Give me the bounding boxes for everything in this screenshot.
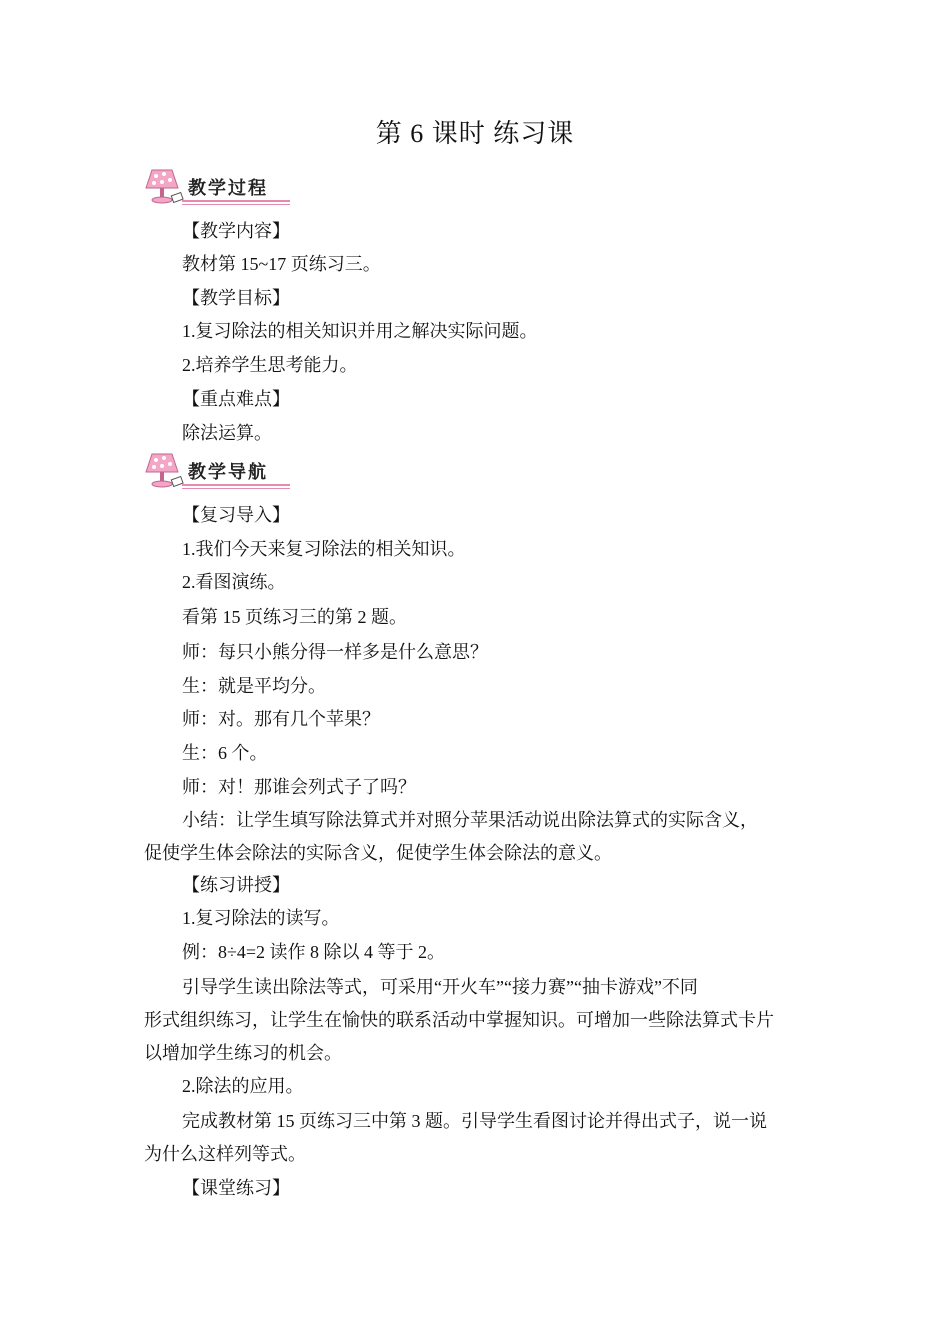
paragraph-line1: 完成教材第 15 页练习三中第 3 题。引导学生看图讨论并得出式子，说一说 [182,1111,767,1131]
heading-practice-teaching: 【练习讲授】 [182,875,290,895]
banner-rule-thin [182,488,290,489]
paragraph-summary-line1: 小结：让学生填写除法算式并对照分苹果活动说出除法算式的实际含义， [182,810,758,830]
paragraph: 2.除法的应用。 [182,1076,304,1096]
paragraph: 1.复习除法的相关知识并用之解决实际问题。 [182,321,538,341]
heading-teaching-content: 【教学内容】 [182,221,290,241]
section-banner-teaching-navigation [142,450,292,496]
dialogue-line: 师：对！那谁会列式子了吗？ [182,777,416,797]
paragraph-line2: 为什么这样列等式。 [144,1144,306,1164]
heading-teaching-goals: 【教学目标】 [182,288,290,308]
dialogue-line: 生：6 个。 [182,743,268,763]
section-banner-teaching-process [142,166,292,212]
dialogue-line: 生：就是平均分。 [182,676,326,696]
paragraph: 1.复习除法的读写。 [182,908,340,928]
paragraph: 除法运算。 [182,423,272,443]
banner-label: 教学导航 [188,462,268,483]
lamp-icon [142,166,186,208]
paragraph-line1: 引导学生读出除法等式，可采用“开火车”“接力赛”“抽卡游戏”不同 [182,977,698,997]
banner-rule [182,484,290,486]
paragraph-line3: 以增加学生练习的机会。 [144,1043,342,1063]
banner-rule [182,200,290,202]
paragraph-line2: 形式组织练习，让学生在愉快的联系活动中掌握知识。可增加一些除法算式卡片 [144,1010,774,1030]
paragraph-summary-line2: 促使学生体会除法的实际含义，促使学生体会除法的意义。 [144,843,612,863]
heading-key-points: 【重点难点】 [182,389,290,409]
banner-label: 教学过程 [188,178,268,199]
heading-classroom-practice: 【课堂练习】 [182,1178,290,1198]
banner-rule-thin [182,204,290,205]
paragraph: 1.我们今天来复习除法的相关知识。 [182,539,466,559]
paragraph: 教材第 15~17 页练习三。 [182,254,381,274]
heading-review-intro: 【复习导入】 [182,505,290,525]
paragraph-example: 例：8÷4=2 读作 8 除以 4 等于 2。 [182,942,446,962]
paragraph: 看第 15 页练习三的第 2 题。 [182,607,407,627]
dialogue-line: 师：每只小熊分得一样多是什么意思？ [182,642,488,662]
dialogue-line: 师：对。那有几个苹果？ [182,709,380,729]
lamp-icon [142,450,186,492]
paragraph: 2.培养学生思考能力。 [182,355,358,375]
paragraph: 2.看图演练。 [182,572,286,592]
page-title: 第 6 课时 练习课 [375,119,575,148]
